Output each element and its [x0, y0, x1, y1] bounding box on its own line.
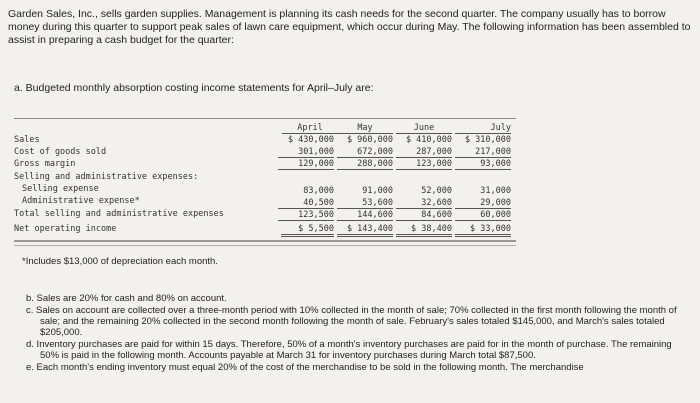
selling-april: 83,000 — [303, 186, 334, 196]
net-may: $ 143,400 — [337, 224, 393, 237]
admin-may: 53,600 — [337, 198, 393, 209]
table-bottom-rule-2 — [14, 245, 516, 246]
total-sga-april: 123,500 — [278, 210, 334, 221]
row-label-selling: Selling expense — [22, 184, 99, 194]
row-label-net-income: Net operating income — [14, 224, 117, 234]
selling-july: 31,000 — [480, 186, 511, 196]
row-label-cogs: Cost of goods sold — [14, 147, 107, 157]
net-july: $ 33,000 — [455, 224, 511, 237]
gross-july: 93,000 — [455, 159, 511, 170]
intro-paragraph: Garden Sales, Inc., sells garden supplies. Management is planning its cash needs for the second quarter. The company usually has to borrow money during this quarter to support peak sales of lawn care equipment, which occur during May. The following information has been assembled to assist in preparing a cash budget for the quarter: — [8, 8, 691, 46]
selling-may: 91,000 — [362, 186, 393, 196]
header-july: July — [455, 123, 511, 134]
note-c: c. Sales on account are collected over a three-month period with 10% collected in the month of sale; 70% collected in the first month following the month of sale; and the remaining 20% collected in the second month following the month of sale. February's sales totaled $145,000, and March's sales totaled $205,000. — [26, 305, 677, 338]
depreciation-footnote: *Includes $13,000 of depreciation each month. — [22, 256, 218, 267]
cogs-june: 287,000 — [396, 147, 452, 158]
row-label-total-sga: Total selling and administrative expenses — [14, 209, 224, 219]
total-sga-june: 84,600 — [396, 210, 452, 221]
sales-april: $ 430,000 — [287, 135, 334, 145]
cogs-may: 672,000 — [337, 147, 393, 158]
sales-july: $ 310,000 — [464, 135, 511, 145]
net-april: $ 5,500 — [281, 224, 334, 237]
admin-july: 29,000 — [455, 198, 511, 209]
note-b: b. Sales are 20% for cash and 80% on account. — [26, 293, 227, 304]
cogs-july: 217,000 — [455, 147, 511, 158]
gross-may: 288,000 — [337, 159, 393, 170]
net-june: $ 38,400 — [396, 224, 452, 237]
total-sga-may: 144,600 — [337, 210, 393, 221]
header-april: April — [282, 123, 338, 134]
part-a-heading: a. Budgeted monthly absorption costing income statements for April–July are: — [14, 82, 374, 94]
selling-june: 52,000 — [421, 186, 452, 196]
row-label-sales: Sales — [14, 135, 40, 145]
header-may: May — [337, 123, 393, 134]
table-top-rule — [14, 118, 516, 119]
admin-june: 32,600 — [396, 198, 452, 209]
notes-list — [26, 293, 686, 374]
gross-june: 123,000 — [396, 159, 452, 170]
sales-may: $ 960,000 — [346, 135, 393, 145]
cogs-april: 301,000 — [278, 147, 334, 158]
header-june: June — [396, 123, 452, 134]
row-label-sga: Selling and administrative expenses: — [14, 172, 199, 182]
note-d: d. Inventory purchases are paid for within 15 days. Therefore, 50% of a month's inventory purchases are paid for in the month of purchase. The remaining 50% is paid in the following month. Accounts payable at March 31 for inventory purchases during March total $87,500. — [26, 339, 672, 361]
admin-april: 40,500 — [278, 198, 334, 209]
gross-april: 129,000 — [278, 159, 334, 170]
table-bottom-rule — [14, 240, 516, 242]
total-sga-july: 60,000 — [455, 210, 511, 221]
sales-june: $ 410,000 — [405, 135, 452, 145]
row-label-gross-margin: Gross margin — [14, 159, 76, 169]
row-label-admin: Administrative expense* — [22, 196, 140, 206]
note-e: e. Each month's ending inventory must equal 20% of the cost of the merchandise to be sold in the following month. The merchandise — [26, 362, 584, 373]
